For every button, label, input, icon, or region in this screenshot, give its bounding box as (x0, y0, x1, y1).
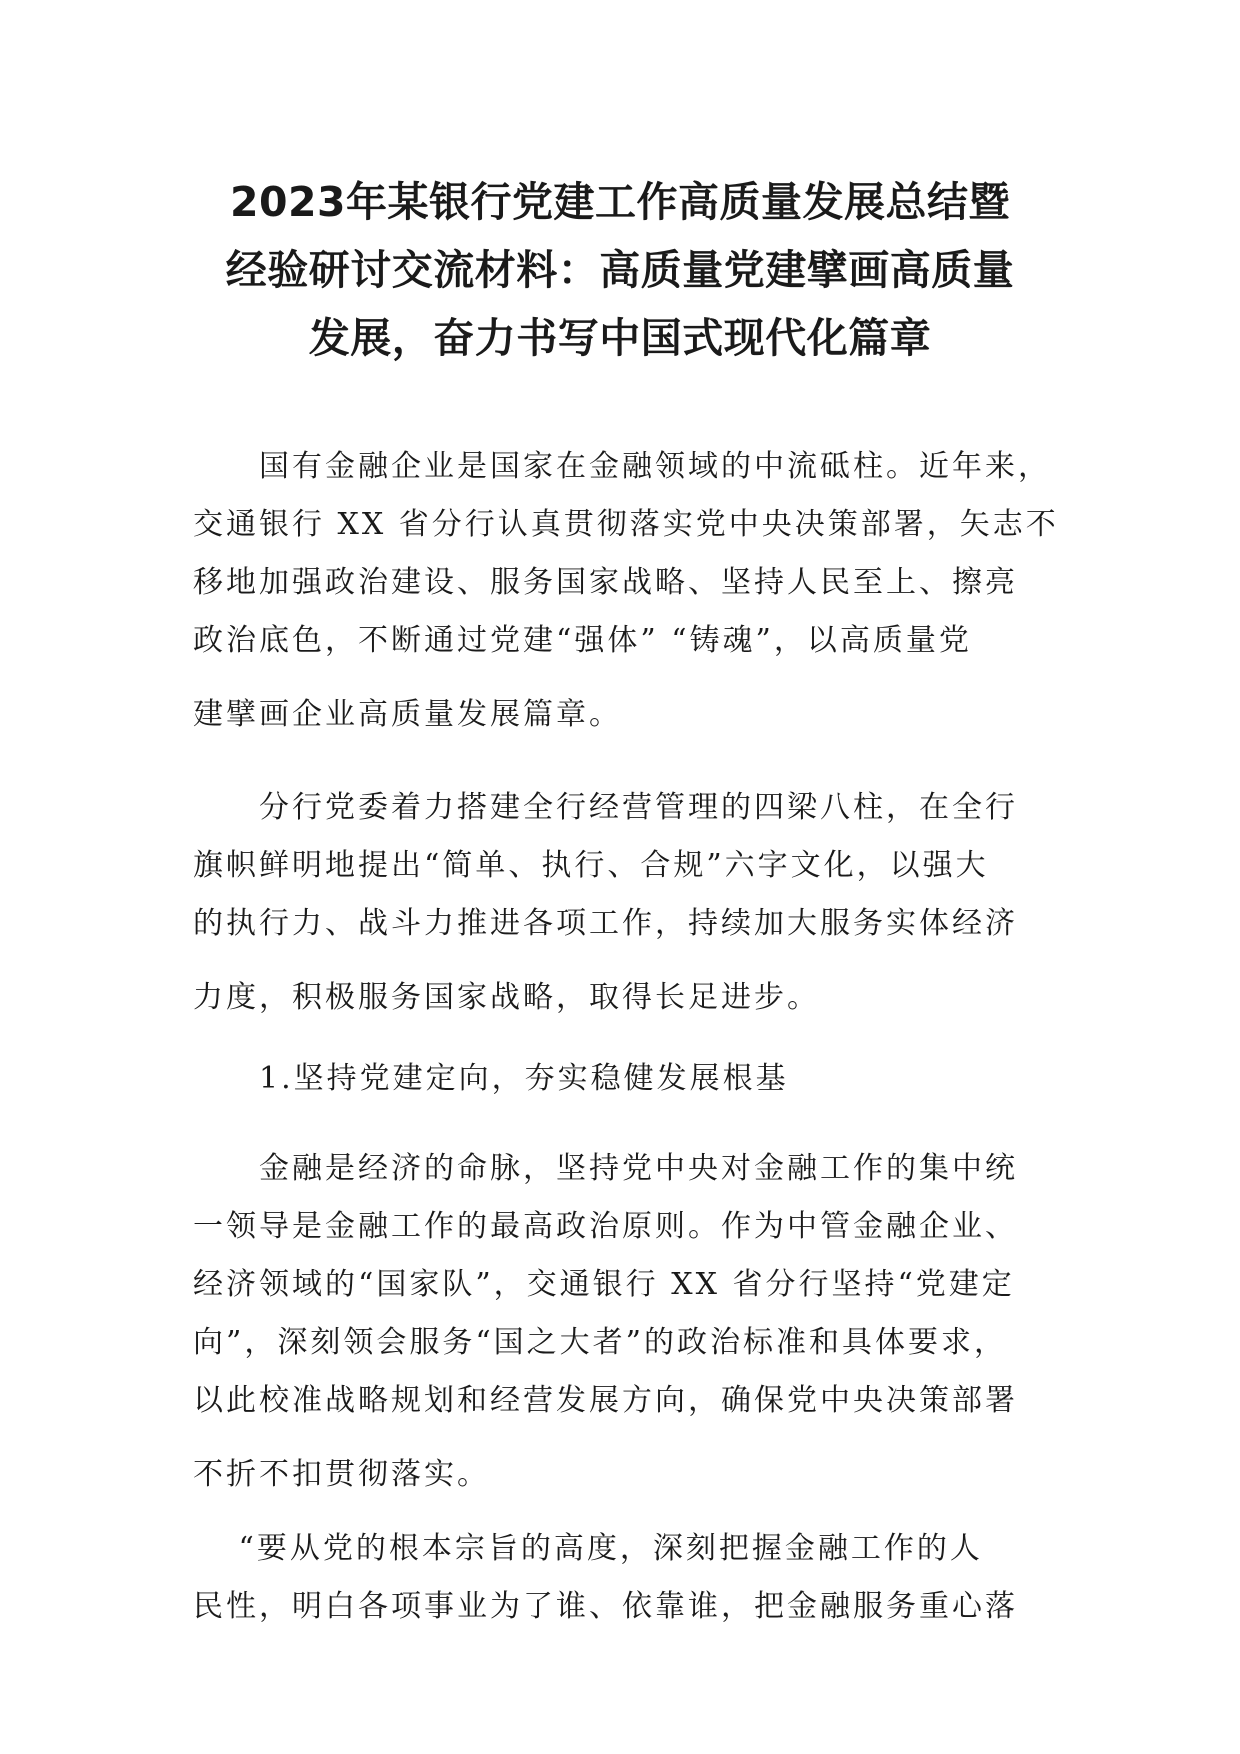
document-title (180, 168, 1060, 372)
title-line: 发展，奋力书写中国式现代化篇章 (308, 314, 932, 362)
text-line: 建擘画企业高质量发展篇章。 (193, 697, 622, 732)
text-line: 以此校准战略规划和经营发展方向，确保党中央决策部署 (193, 1383, 1018, 1418)
text-line: 政治底色，不断通过党建“强体” “铸魂”，以高质量党 (193, 623, 972, 658)
paragraph-culture (193, 779, 1073, 1027)
paragraph-party-direction (193, 1140, 1073, 1504)
text-line: 经济领域的“国家队”，交通银行 XX 省分行坚持“党建定 (193, 1267, 1015, 1302)
text-line: 旗帜鲜明地提出“简单、执行、合规”六字文化，以强大 (193, 848, 989, 883)
paragraph-intro (193, 438, 1073, 744)
text-line: 不折不扣贯彻落实。 (193, 1457, 490, 1492)
title-line: 2023年某银行党建工作高质量发展总结暨 (229, 178, 1011, 226)
text-line: 一领导是金融工作的最高政治原则。作为中管金融企业、 (193, 1209, 1018, 1244)
text-line: 力度，积极服务国家战略，取得长足进步。 (193, 980, 820, 1015)
title-line: 经验研讨交流材料：高质量党建擘画高质量 (225, 246, 1015, 294)
text-line: 的执行力、战斗力推进各项工作，持续加大服务实体经济 (193, 906, 1018, 941)
text-line: 国有金融企业是国家在金融领域的中流砥柱。近年来， (193, 449, 1051, 484)
text-line: 向”，深刻领会服务“国之大者”的政治标准和具体要求， (193, 1325, 1008, 1360)
text-line: 移地加强政治建设、服务国家战略、坚持人民至上、擦亮 (193, 565, 1018, 600)
text-line: 分行党委着力搭建全行经营管理的四梁八柱，在全行 (193, 790, 1018, 825)
section-heading-text: 1.坚持党建定向，夯实稳健发展根基 (193, 1061, 789, 1096)
paragraph-quote (193, 1520, 1073, 1636)
section-heading (193, 1050, 1073, 1108)
text-line: 金融是经济的命脉，坚持党中央对金融工作的集中统 (193, 1151, 1018, 1186)
text-line: 交通银行 XX 省分行认真贯彻落实党中央决策部署，矢志不 (193, 507, 1059, 542)
text-line: “要从党的根本宗旨的高度，深刻把握金融工作的人 (193, 1531, 983, 1566)
text-line: 民性，明白各项事业为了谁、依靠谁，把金融服务重心落 (193, 1589, 1018, 1624)
